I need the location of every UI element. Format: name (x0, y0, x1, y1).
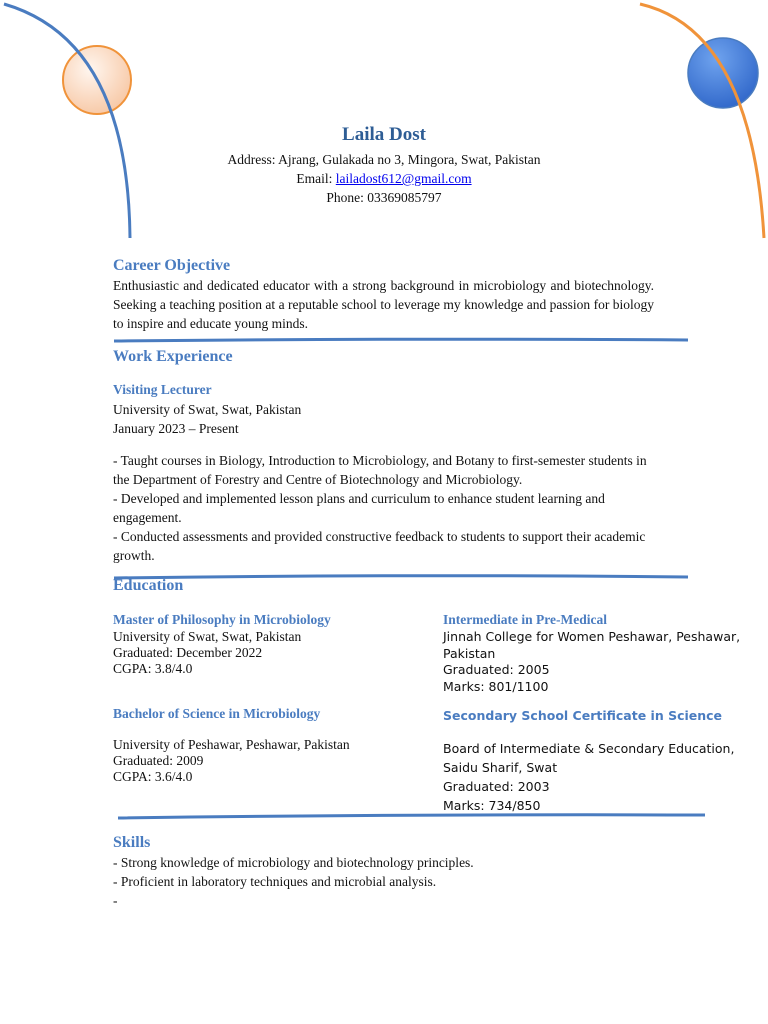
skills-heading: Skills (113, 834, 151, 851)
work-heading: Work Experience (113, 348, 233, 365)
phone: Phone: 03369085797 (326, 190, 442, 205)
address: Address: Ajrang, Gulakada no 3, Mingora, Swat, Pakistan (227, 152, 541, 167)
candidate-name: Laila Dost (342, 124, 426, 145)
edu-line: Graduated: December 2022 (113, 645, 263, 660)
career-heading: Career Objective (113, 257, 231, 274)
work-bullet: - Developed and implemented lesson plans and curriculum to enhance student learning and engagement. (113, 491, 605, 525)
edu-degree: Bachelor of Science in Microbiology (113, 706, 321, 721)
education-heading: Education (113, 577, 184, 594)
edu-details (113, 737, 350, 785)
divider-2 (114, 576, 688, 578)
blue-circle (688, 38, 758, 108)
career-text: Enthusiastic and dedicated educator with a strong background in microbiology and biotechnology. Seeking a teaching position at a reputable school to leverage my knowledge and passion for biology to inspire and educate young minds. (113, 278, 654, 331)
work-bullets (113, 451, 655, 565)
edu-line: Graduated: 2009 (113, 753, 204, 768)
skill-item: - (113, 893, 118, 908)
edu-details (443, 629, 743, 695)
orange-circle (63, 46, 131, 114)
edu-line: Board of Intermediate & Secondary Education, Saidu Sharif, Swat (443, 741, 735, 775)
edu-line: Graduated: 2005 (443, 662, 550, 677)
work-bullet: - Conducted assessments and provided constructive feedback to students to support their academic growth. (113, 529, 646, 563)
edu-line: CGPA: 3.6/4.0 (113, 769, 193, 784)
divider-3 (118, 815, 705, 818)
work-dates: January 2023 – Present (113, 421, 239, 436)
email-link[interactable]: lailadost612@gmail.com (335, 171, 472, 186)
edu-line: University of Swat, Swat, Pakistan (113, 629, 302, 644)
skill-item: - Proficient in laboratory techniques and microbial analysis. (113, 874, 437, 889)
skills-list (113, 853, 474, 910)
edu-details (443, 739, 743, 815)
edu-degree: Secondary School Certificate in Science (443, 708, 723, 723)
edu-line: Marks: 734/850 (443, 798, 541, 813)
divider-1 (114, 339, 688, 341)
edu-line: CGPA: 3.8/4.0 (113, 661, 193, 676)
edu-line: University of Peshawar, Peshawar, Pakistan (113, 737, 350, 752)
edu-details (113, 629, 301, 677)
edu-line: Jinnah College for Women Peshawar, Peshawar, Pakistan (443, 629, 741, 661)
email-label: Email: (296, 171, 336, 186)
work-bullet: - Taught courses in Biology, Introduction to Microbiology, and Botany to first-semester students in the Department of Forestry and Centre of Biotechnology and Microbiology. (113, 453, 647, 487)
email-line (0, 169, 768, 188)
edu-degree: Master of Philosophy in Microbiology (113, 612, 331, 627)
work-role: Visiting Lecturer (113, 382, 212, 397)
contact-block (0, 150, 768, 207)
edu-line: Graduated: 2003 (443, 779, 550, 794)
edu-line: Marks: 801/1100 (443, 678, 549, 694)
edu-degree: Intermediate in Pre-Medical (443, 612, 607, 627)
work-place: University of Swat, Swat, Pakistan (113, 402, 302, 417)
skill-item: - Strong knowledge of microbiology and biotechnology principles. (113, 855, 474, 870)
